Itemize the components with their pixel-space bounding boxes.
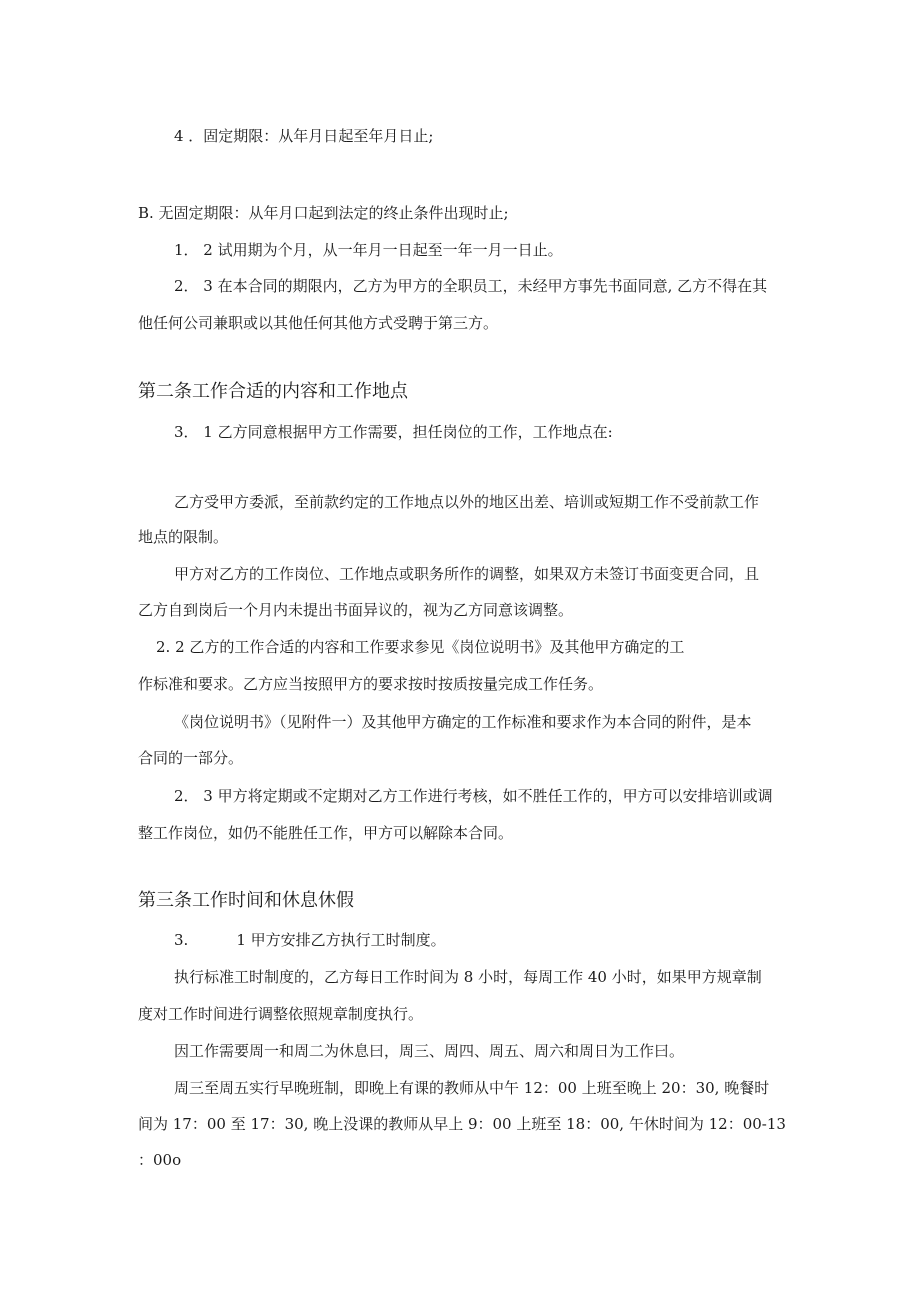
clause2-adjust-line2: 乙方自到岗后一个月内未提出书面异议的，视为乙方同意该调整。 bbox=[138, 601, 574, 619]
clause1-item-2-3-line2: 他任何公司兼职或以其他任何其他方式受聘于第三方。 bbox=[138, 314, 499, 332]
clause2-item-2-3-line2: 整工作岗位，如仍不能胜任工作，甲方可以解除本合同。 bbox=[138, 824, 514, 842]
clause3-heading: 第三条工作时间和休息休假 bbox=[138, 890, 354, 911]
clause1-item-4: 4 ．固定期限：从年月日起至年月日止; bbox=[174, 127, 434, 145]
clause2-item-2-3-line1: 2． 3 甲方将定期或不定期对乙方工作进行考核，如不胜任工作的，甲方可以安排培训或调 bbox=[174, 787, 773, 805]
clause2-adjust-line1: 甲方对乙方的工作岗位、工作地点或职务所作的调整，如果双方未签订书面变更合同，且 bbox=[174, 565, 760, 583]
clause2-item-2-2-line2: 作标准和要求。乙方应当按照甲方的要求按时按质按量完成工作任务。 bbox=[138, 675, 604, 693]
clause3-shift-line1: 周三至周五实行早晚班制，即晚上有课的教师从中午 12：00 上班至晚上 20：30, 晚餐时 bbox=[174, 1079, 770, 1097]
clause1-item-b: B. 无固定期限：从年月口起到法定的终止条件出现时止; bbox=[138, 204, 509, 222]
clause2-dispatch-line1: 乙方受甲方委派，至前款约定的工作地点以外的地区出差、培训或短期工作不受前款工作 bbox=[174, 493, 760, 511]
clause2-attach-line2: 合同的一部分。 bbox=[138, 749, 244, 767]
clause3-item-text: 1 甲方安排乙方执行工时制度。 bbox=[236, 931, 446, 949]
clause3-standard-line2: 度对工作时间进行调整依照规章制度执行。 bbox=[138, 1005, 424, 1023]
clause2-dispatch-line2: 地点的限制。 bbox=[138, 528, 229, 546]
clause3-standard-line1: 执行标准工时制度的，乙方每日工作时间为 8 小时，每周工作 40 小时，如果甲方规章制 bbox=[174, 968, 762, 986]
clause2-heading: 第二条工作合适的内容和工作地点 bbox=[138, 381, 408, 402]
clause2-item-3-1: 3． 1 乙方同意根据甲方工作需要，担任岗位的工作，工作地点在: bbox=[174, 423, 613, 441]
clause3-rest-days: 因工作需要周一和周二为休息曰，周三、周四、周五、周六和周日为工作曰。 bbox=[174, 1042, 685, 1060]
clause1-item-1-2: 1． 2 试用期为个月，从一年月一日起至一年一月一日止。 bbox=[174, 241, 563, 259]
clause3-shift-line2: 间为 17：00 至 17：30, 晚上没课的教师从早上 9：00 上班至 18：00, 午休时间为 12：00-13 bbox=[138, 1115, 786, 1133]
clause2-attach-line1: 《岗位说明书》（见附件一）及其他甲方确定的工作标准和要求作为本合同的附件，是本 bbox=[174, 713, 752, 731]
clause3-item-number: 3. bbox=[174, 931, 189, 949]
clause3-item-3-1 bbox=[174, 930, 446, 950]
clause2-item-2-2-line1: 2. 2 乙方的工作合适的内容和工作要求参见《岗位说明书》及其他甲方确定的工 bbox=[156, 638, 685, 656]
clause1-item-2-3-line1: 2． 3 在本合同的期限内，乙方为甲方的全职员工，未经甲方事先书面同意, 乙方不得在其 bbox=[174, 277, 768, 295]
clause3-shift-line3: ：00o bbox=[138, 1151, 182, 1169]
